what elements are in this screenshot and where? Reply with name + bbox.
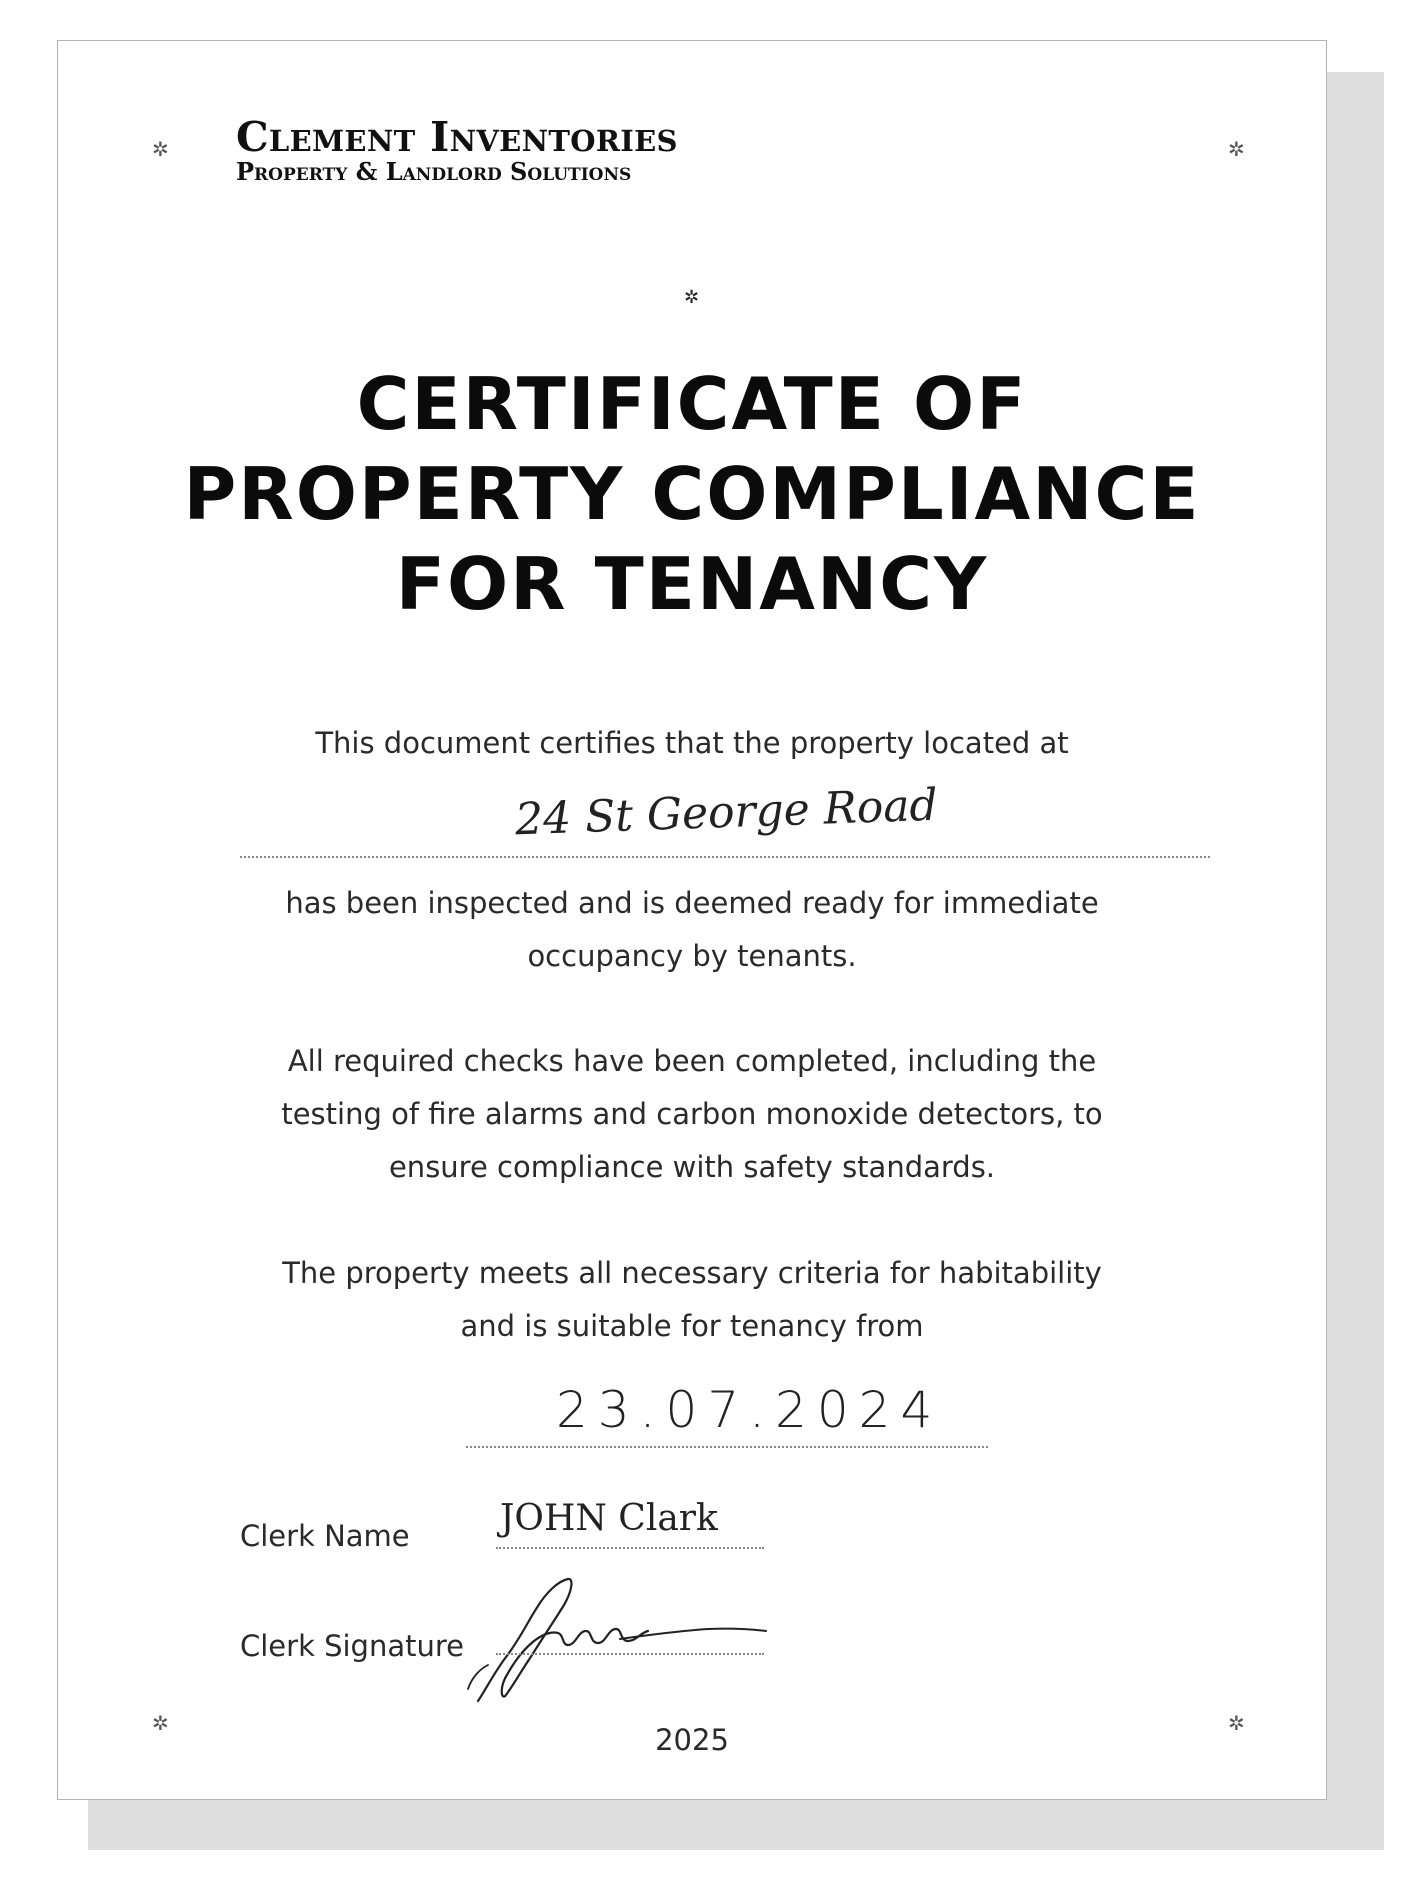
- title-line: CERTIFICATE OF: [356, 362, 1028, 446]
- title-line: FOR TENANCY: [395, 542, 989, 626]
- paragraph-habitability: The property meets all necessary criteria for habitability and is suitable for tenancy from: [282, 1256, 1102, 1343]
- center-star-icon: ✲: [684, 287, 700, 308]
- company-tagline: Property & Landlord Solutions: [236, 157, 632, 186]
- clerk-name-value: JOHN Clark: [500, 1498, 718, 1539]
- clerk-signature-label: Clerk Signature: [240, 1629, 464, 1663]
- clerk-name-underline: [496, 1547, 764, 1549]
- clerk-name-label: Clerk Name: [240, 1519, 410, 1553]
- certificate-sheet: [57, 40, 1327, 1800]
- tenancy-date: 23.07.2024: [556, 1381, 943, 1439]
- company-logo: [236, 113, 678, 186]
- clerk-signature-underline: [496, 1653, 764, 1655]
- address-underline: [240, 856, 1210, 858]
- corner-star-icon: ✲: [1228, 1711, 1245, 1735]
- paragraph-ready: has been inspected and is deemed ready for immediate occupancy by tenants.: [285, 886, 1099, 973]
- clerk-signature: [458, 1561, 818, 1711]
- corner-star-icon: ✲: [152, 1711, 169, 1735]
- property-address: 24 St George Road: [514, 779, 939, 846]
- company-name: Clement Inventories: [236, 113, 678, 161]
- corner-star-icon: ✲: [152, 137, 169, 161]
- corner-star-icon: ✲: [1228, 137, 1245, 161]
- certificate-year: 2025: [655, 1723, 729, 1757]
- title-line: PROPERTY COMPLIANCE: [183, 452, 1201, 536]
- certificate-title: [58, 359, 1326, 629]
- paragraph-checks: All required checks have been completed, including the testing of fire alarms and carbon monoxide detectors, to ensure compliance with safety standards.: [281, 1044, 1103, 1184]
- date-underline: [466, 1446, 988, 1448]
- intro-text: This document certifies that the property located at: [315, 726, 1069, 760]
